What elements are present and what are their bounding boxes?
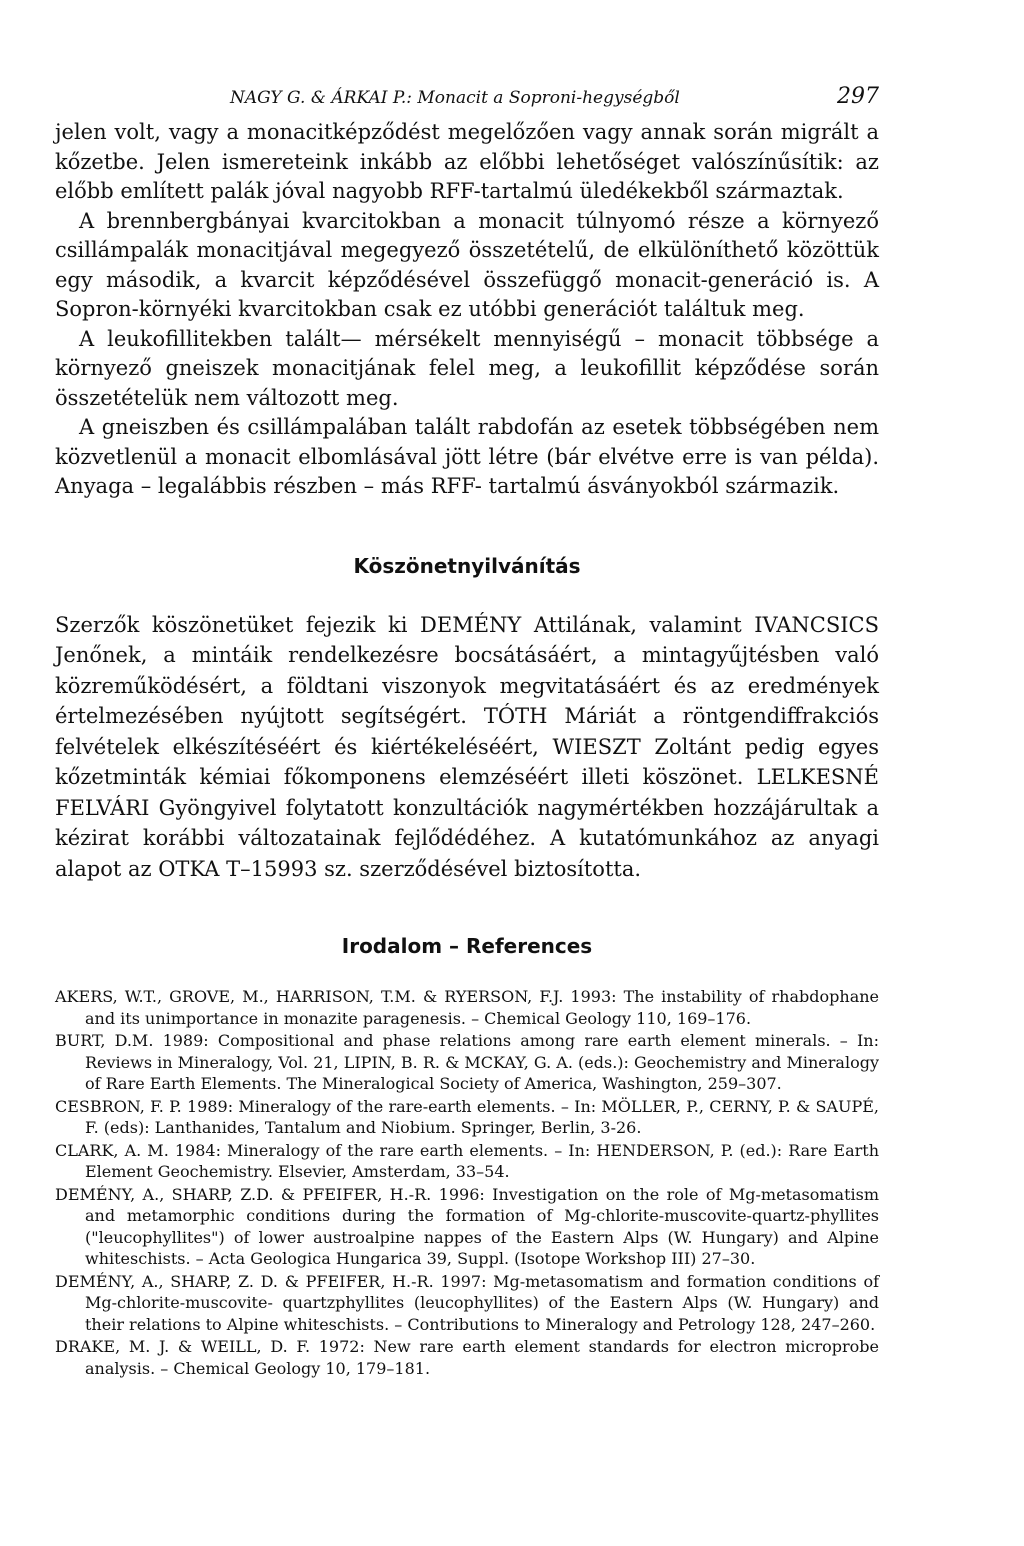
reference-list (55, 986, 879, 1379)
reference-item: DRAKE, M. J. & WEILL, D. F. 1972: New rare earth element standards for electron microprobe analysis. – Chemical Geology 10, 179–181. (55, 1337, 879, 1378)
reference-item: CLARK, A. M. 1984: Mineralogy of the rare earth elements. – In: HENDERSON, P. (ed.): Rare Earth Element Geochemistry. Elsevier, Amsterdam, 33–54. (55, 1140, 879, 1181)
paragraph: A leukofillitekben talált— mérsékelt mennyiségű – monacit többsége a környező gneiszek monacitjának felel meg, a leukofillit képződése során összetételük nem változott meg. (55, 326, 879, 410)
reference-item: CESBRON, F. P. 1989: Mineralogy of the rare-earth elements. – In: MÖLLER, P., CERNY, P. & SAUPÉ, F. (eds): Lanthanides, Tantalum and Niobium. Springer, Berlin, 3-26. (55, 1096, 879, 1137)
reference-item: BURT, D.M. 1989: Compositional and phase relations among rare earth element minerals. – In: Reviews in Mineralogy, Vol. 21, LIPIN, B. R. & MCKAY, G. A. (eds.): Geochemistry and Mineralogy of Rare Earth Elements. The Mineralogical Society of America, Washington, 259–307. (55, 1031, 879, 1093)
reference-item: DEMÉNY, A., SHARP, Z. D. & PFEIFER, H.-R. 1997: Mg-metasomatism and formation conditions of Mg-chlorite-muscovite- quartzphyllites (leucophyllites) of the Eastern Alps (W. Hungary) and their relations to Alpine whiteschists. – Contributions to Mineralogy and Petrology 128, 247–260. (55, 1271, 879, 1334)
paragraph: A gneiszben és csillámpalában talált rabdofán az esetek többségében nem közvetlenül a monacit elbomlásával jött létre (bár elvétve erre is van példa). Anyaga – legalábbis részben – más RFF- tartalmú ásványokból származik. (55, 415, 879, 498)
body-text (55, 118, 879, 502)
reference-item: DEMÉNY, A., SHARP, Z.D. & PFEIFER, H.-R. 1996: Investigation on the role of Mg-metasomatism and metamorphic conditions during the formation of Mg-chlorite-muscovite-quartz-phyllites ("leucophyllites") of lower austroalpine nappes of the Eastern Alps (W. Hungary) and Alpine whiteschists. – Acta Geologica Hungarica 39, Suppl. (Isotope Workshop III) 27–30. (55, 1184, 879, 1268)
page-number: 297 (837, 84, 879, 109)
running-head (55, 84, 879, 118)
running-head-title: NAGY G. & ÁRKAI P.: Monacit a Soproni-hegységből (230, 88, 680, 108)
references-heading: Irodalom – References (341, 934, 593, 958)
paragraph: A brennbergbányai kvarcitokban a monacit túlnyomó része a környező csillámpalák monacitjával megegyező összetételű, de elkülöníthető közöttük egy második, a kvarcit képződésével összefüggő monacit-generáció is. A Sopron-környéki kvarcitokban csak ez utóbbi generációt találtuk meg. (55, 208, 879, 321)
acknowledgement-heading: Köszönetnyilvánítás (353, 553, 581, 578)
acknowledgement-text: Szerzők köszönetüket fejezik ki DEMÉNY Attilának, valamint IVANCSICS Jenőnek, a mintáik rendelkezésre bocsátásáért, a mintagyűjtésben való közreműködésért, a földtani viszonyok megvitatásáért és az eredmények értelmezésében nyújtott segítségért. TÓTH Máriát a röntgendiffrakciós felvételek elkészítéséért és kiértékeléséért, WIESZT Zoltánt pedig egyes kőzetminták kémiai főkomponens elemzéséért illeti köszönet. LELKESNÉ FELVÁRI Gyöngyivel folytatott konzultációk nagymértékben hozzájárultak a kézirat korábbi változatainak fejlődédéhez. A kutatómunkához az anyagi alapot az OTKA T–15993 sz. szerződésével biztosította. (55, 612, 879, 881)
reference-item: AKERS, W.T., GROVE, M., HARRISON, T.M. & RYERSON, F.J. 1993: The instability of rhabdophane and its unimportance in monazite paragenesis. – Chemical Geology 110, 169–176. (55, 987, 879, 1028)
page (55, 84, 879, 1380)
paragraph: jelen volt, vagy a monacitképződést megelőzően vagy annak során migrált a kőzetbe. Jelen ismereteink inkább az előbbi lehetőséget valószínűsítik: az előbb említett palák jóval nagyobb RFF-tartalmú üledékekből származtak. (55, 120, 879, 203)
